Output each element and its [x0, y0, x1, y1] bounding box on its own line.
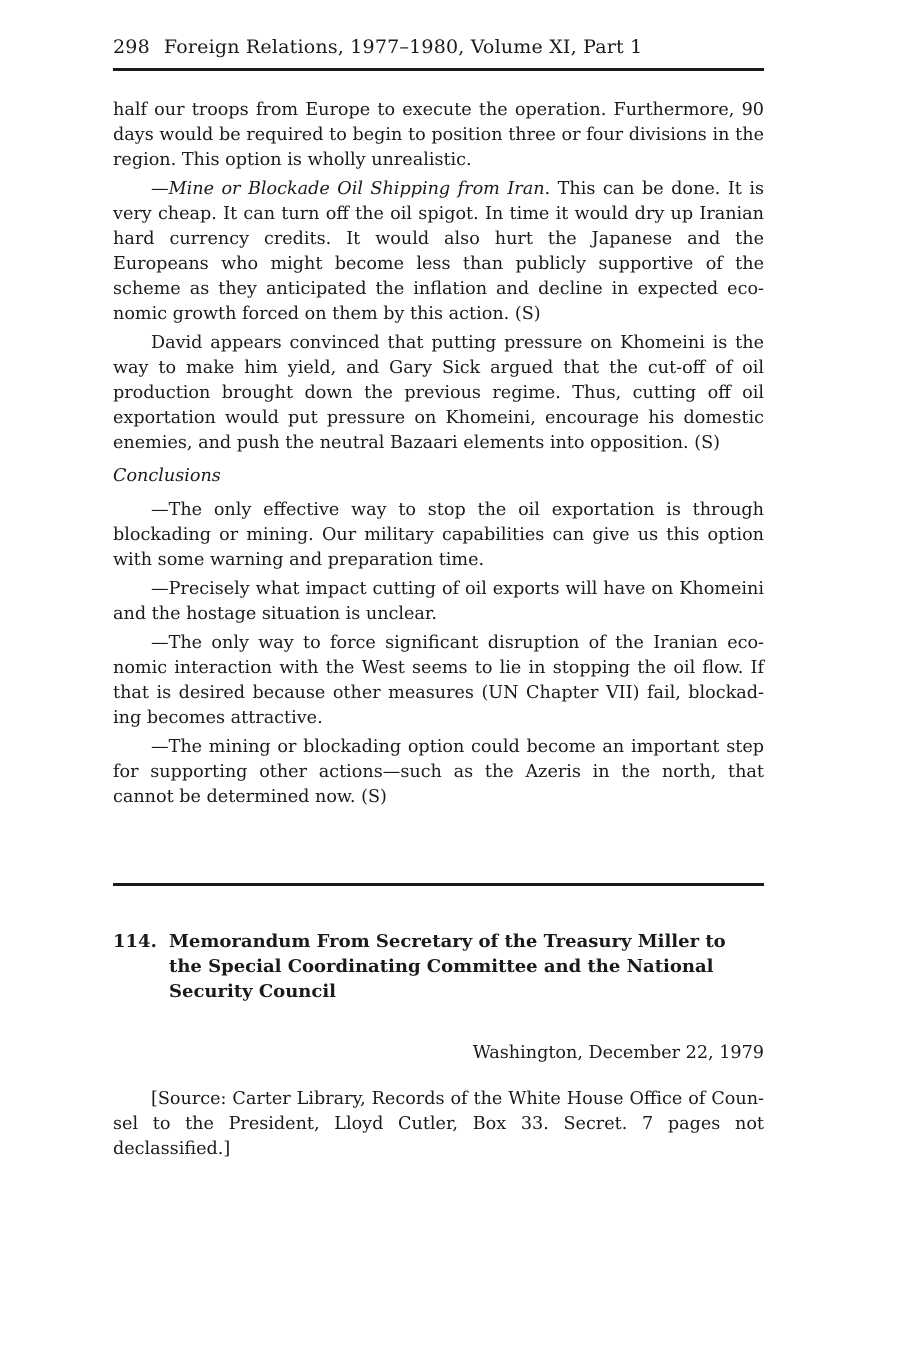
running-title: Foreign Relations, 1977–1980, Volume XI, Part 1 — [163, 36, 643, 58]
document-heading — [113, 929, 764, 1004]
document-title: Memorandum From Secretary of the Treasury Miller to the Special Coordinating Committee and the National Security Council — [169, 931, 726, 1002]
source-note: [Source: Carter Library, Records of the White House Office of Counsel to the President, Lloyd Cutler, Box 33. Secret. 7 pages not declassified.] — [113, 1089, 764, 1159]
conclusion-item: —Precisely what impact cutting of oil exports will have on Khomeini and the hostage situation is unclear. — [113, 579, 764, 624]
running-header — [113, 36, 764, 58]
section-rule — [113, 883, 764, 886]
option-title: —Mine or Blockade Oil Shipping from Iran — [151, 179, 545, 199]
dateline: Washington, December 22, 1979 — [472, 1043, 764, 1063]
body-text — [113, 98, 764, 814]
document-number: 114. — [113, 931, 157, 952]
option-description: . This can be done. It is very cheap. It can turn off the oil spigot. In time it would dry up Iranian hard currency credits. It would also hurt the Japanese and the Europeans who might become less than publicly supportive of the scheme as they anticipated the inflation and decline in expected economic growth forced on them by this action. (S) — [113, 179, 764, 324]
conclusion-item: —The only way to force significant disruption of the Iranian economic interaction with the West seems to lie in stopping the oil flow. If that is desired because other measures (UN Chapter VII) fail, blockading becomes attractive. — [113, 633, 764, 728]
page-number: 298 — [113, 36, 150, 58]
conclusion-item: —The only effective way to stop the oil exportation is through blockading or mining. Our military capabilities can give us this option with some warning and preparation time. — [113, 500, 764, 570]
conclusion-item: —The mining or blockading option could become an important step for supporting other actions—such as the Azeris in the north, that cannot be determined now. (S) — [113, 737, 764, 807]
paragraph-khomeini-pressure: David appears convinced that putting pressure on Khomeini is the way to make him yield, and Gary Sick argued that the cut-off of oil production brought down the previous regime. Thus, cutting off oil exportation would put pressure on Khomeini, encourage his domestic enemies, and push the neutral Bazaari elements into opposition. (S) — [113, 333, 764, 453]
header-rule — [113, 68, 764, 71]
paragraph-troops: half our troops from Europe to execute the operation. Furthermore, 90 days would be required to begin to position three or four divisions in the region. This option is wholly unrealistic. — [113, 100, 764, 170]
paragraph-mine-blockade — [113, 177, 764, 327]
section-heading-conclusions: Conclusions — [113, 466, 221, 486]
